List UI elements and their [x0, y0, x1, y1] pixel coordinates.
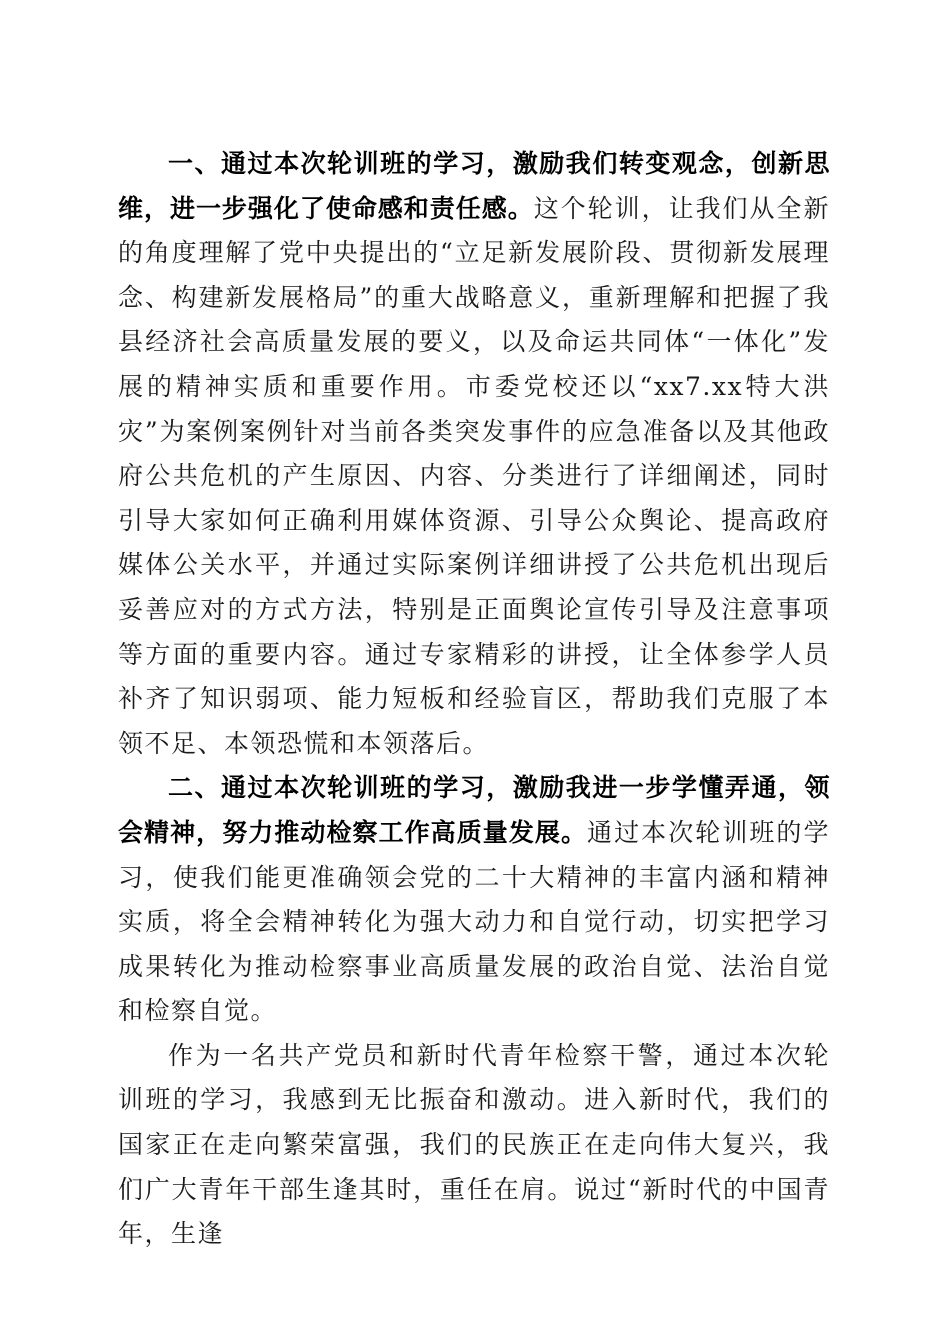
paragraph-2: [118, 766, 830, 1034]
paragraph-3-body: 作为一名共产党员和新时代青年检察干警，通过本次轮训班的学习，我感到无比振奋和激动。进入新时代，我们的国家正在走向繁荣富强，我们的民族正在走向伟大复兴，我们广大青年干部生逢其时，重任在肩。说过“新时代的中国青年，生逢: [118, 1040, 830, 1249]
paragraph-3: [118, 1034, 830, 1257]
document-body: [118, 142, 830, 1257]
paragraph-2-heading: 二、通过本次轮训班的学习，激励我进一步学懂弄通，领会精神，努力推动检察工作高质量发展。: [118, 773, 830, 847]
paragraph-2-body: 通过本次轮训班的学习，使我们能更准确领会党的二十大精神的丰富内涵和精神实质，将全会精神转化为强大动力和自觉行动，切实把学习成果转化为推动检察事业高质量发展的政治自觉、法治自觉和检察自觉。: [118, 817, 830, 1026]
paragraph-1-body: 这个轮训，让我们从全新的角度理解了党中央提出的“立足新发展阶段、贯彻新发展理念、构建新发展格局”的重大战略意义，重新理解和把握了我县经济社会高质量发展的要义，以及命运共同体“一体化”发展的精神实质和重要作用。市委党校还以“xx7.xx特大洪灾”为案例案例针对当前各类突发事件的应急准备以及其他政府公共危机的产生原因、内容、分类进行了详细阐述，同时引导大家如何正确利用媒体资源、引导公众舆论、提高政府媒体公关水平，并通过实际案例详细讲授了公共危机出现后妥善应对的方式方法，特别是正面舆论宣传引导及注意事项等方面的重要内容。通过专家精彩的讲授，让全体参学人员补齐了知识弱项、能力短板和经验盲区，帮助我们克服了本领不足、本领恐慌和本领落后。: [118, 193, 830, 758]
paragraph-1-heading: 一、通过本次轮训班的学习，激励我们转变观念，创新思维，进一步强化了使命感和责任感。: [118, 149, 830, 223]
paragraph-1: [118, 142, 830, 766]
